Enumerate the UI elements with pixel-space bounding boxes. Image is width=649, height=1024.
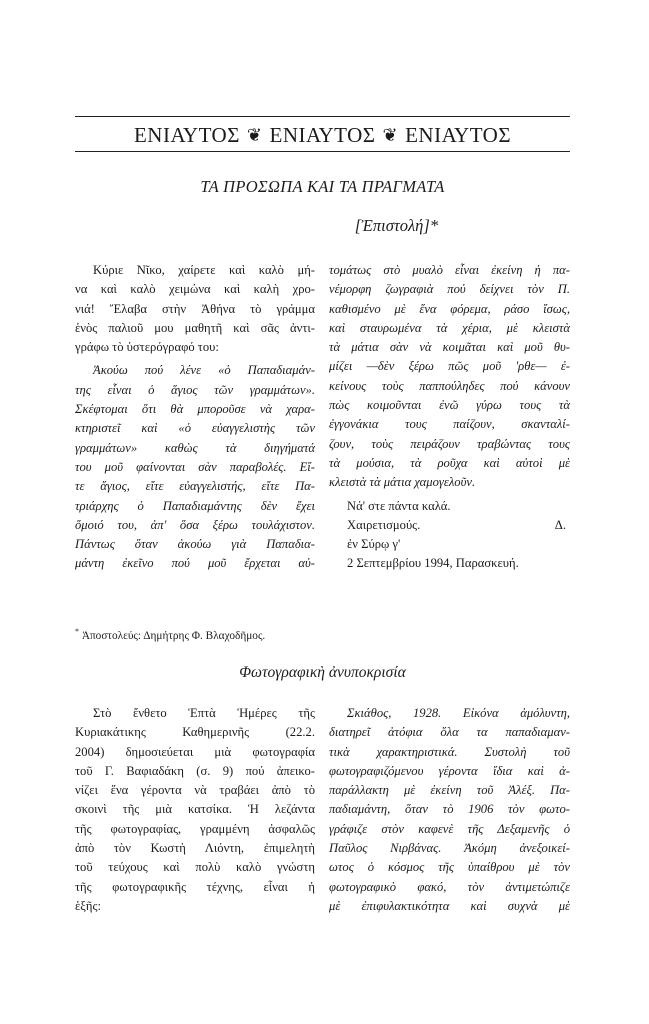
article-subtitle: [Ἐπιστολή]* [354, 216, 438, 235]
footnote [75, 627, 570, 642]
quote-line: καθισμένο μὲ ἕνα φόρεμα, ράσο ἴσως, [329, 301, 570, 316]
text-line: τῆς φωτογραφικῆς τέχνης, εἶναι ἡ [75, 879, 315, 894]
quote-line: της εἶναι ὁ ἅγιος τῶν γραμμάτων». [75, 382, 315, 397]
text-line: ἑνὸς παλιοῦ μου μαθητῆ καὶ σᾶς ἀντι- [75, 320, 315, 335]
caption-line: διατηρεῖ ἀτόφια ὅλα τα παπαδιαμαν- [329, 725, 570, 740]
quote-line: ἐγγονάκια τους παίζουν, σκανταλί- [329, 417, 570, 432]
section-title: Φωτογραφικὴ ἀνυποκρισία [239, 664, 406, 681]
quote-line: του μοῦ φαίνονται σὰν παραβολές. Εἴ- [75, 459, 315, 474]
quote-line: τὰ μούσια, τὰ ροῦχα καὶ αὐτοὶ μὲ [329, 455, 570, 470]
caption-line: γράφιζε στὸν καφενὲ τῆς Δεξαμενῆς ὁ [329, 821, 570, 836]
letter-closing: Νά' στε πάντα καλά. [347, 498, 451, 513]
quote-line: πὼς κοιμοῦνται ἐνῶ γύρω τους τὰ [329, 398, 570, 413]
quote-line: Πάντως ὅταν ἀκούω γιὰ Παπαδια- [75, 537, 315, 552]
letter-signature: Δ. [554, 517, 566, 532]
quote-line: κτηριστεῖ καὶ «ὁ εὐαγγελιστὴς τῶν [75, 421, 315, 436]
text-line: 2004) δημοσιεύεται μιὰ φωτογραφία [75, 744, 315, 759]
leaf-ornament-icon: ❦ [246, 124, 263, 145]
quote-line: Σκέφτομαι ὅτι θὰ μποροῦσε νὰ χαρα- [75, 402, 315, 417]
caption-line: φωτογραφιζόμενου γέροντα ἴδια καὶ ἀ- [329, 763, 570, 778]
footnote-marker: * [75, 627, 79, 636]
running-header [75, 120, 570, 150]
quote-line: κλειστὰ τὰ μάτια χαμογελοῦν. [329, 475, 476, 490]
text-line: ἑξῆς: [75, 898, 101, 913]
text-line: Κυριακάτικης Καθημερινῆς (22.2. [75, 725, 315, 740]
quote-line: τὰ μάτια σὰν νὰ κοιμᾶται καὶ μοῦ θυ- [329, 340, 570, 355]
text-line: να καὶ καλὸ χειμώνα καὶ καλὴ χρο- [75, 282, 315, 297]
caption-line: φωτογραφικὸ φακό, τὸν ἀντιμετώπιζε [329, 879, 570, 894]
caption-line: μὲ ἐπιφυλακτικότητα καὶ συχνὰ μὲ [329, 898, 570, 913]
quote-line: νέμορφη ζωγραφιὰ πού δείχνει τὸν Π. [329, 282, 570, 297]
section-right-column [329, 704, 570, 916]
header-word-3: ΕΝΙΑΥΤΟΣ [405, 122, 512, 147]
quote-line: κείνους τοὺς παππούληδες πού κάνουν [329, 378, 570, 393]
text-line: γράφω τὸ ὑστερόγραφό του: [75, 340, 219, 355]
letter-left-column [75, 261, 315, 574]
letter-right-column [329, 261, 570, 574]
text-line: Στὸ ἔνθετο Ἑπτὰ Ἡμέρες τῆς [93, 706, 315, 720]
quote-line: ὅμοιό του, ἀπ' ὅσα ξέρω τουλάχιστον. [75, 517, 315, 532]
letter-date: 2 Σεπτεμβρίου 1994, Παρασκευή. [347, 556, 519, 571]
caption-line: τικὰ χαρακτηριστικά. Συστολὴ τοῦ [329, 744, 570, 759]
quote-line: καὶ σταυρωμένα τὰ χέρια, μὲ κλειστὰ [329, 320, 570, 335]
caption-line: Παῦλος Νιρβάνας. Ἀκόμη ἀνεξοικεί- [329, 841, 570, 856]
header-word-2: ΕΝΙΑΥΤΟΣ [269, 122, 376, 147]
leaf-ornament-icon: ❦ [382, 124, 399, 145]
quote-line: τε ἅγιος, εἴτε εὐαγγελιστής, εἴτε Πα- [75, 479, 315, 494]
article-title: ΤΑ ΠΡΟΣΩΠΑ ΚΑΙ ΤΑ ΠΡΑΓΜΑΤΑ [200, 177, 445, 196]
header-word-1: ΕΝΙΑΥΤΟΣ [133, 122, 240, 147]
section-left-column [75, 704, 315, 916]
text-line: τοῦ Γ. Βαφιαδάκη (σ. 9) πού ἀπεικο- [75, 763, 315, 778]
caption-line: παδιαμάντη, ὅταν τὸ 1906 τὸν φωτο- [329, 802, 570, 817]
text-line: νίζει ἕνα γέροντα νὰ τραβάει ἀπὸ τὸ [75, 783, 315, 798]
quote-line: Ἀκούω πού λένε «ὁ Παπαδιαμάν- [93, 363, 315, 378]
quote-line: μάντη ἐκεῖνο πού μοῦ ἔρχεται αὐ- [75, 556, 315, 571]
text-line: τοῦ τεύχους καὶ πολὺ καλὸ γνώστη [75, 860, 315, 875]
letter-greeting: Χαιρετισμούς. [347, 517, 421, 532]
text-line: τῆς φωτογραφίας, γραμμένη ἀσφαλῶς [75, 821, 315, 836]
header-bottom-rule [75, 151, 570, 152]
quote-line: γραμμάτων» καθὼς τὰ διηγήματά [75, 440, 315, 455]
quote-line: τομάτως στὸ μυαλὸ εἶναι ἐκείνη ἡ πα- [329, 263, 570, 277]
caption-line: παράλλακτη μὲ ἐκείνη τοῦ Ἀλέξ. Πα- [329, 783, 570, 798]
quote-line: μίζει —δὲν ξέρω πῶς μοῦ 'ρθε— ἐ- [329, 359, 570, 374]
letter-place: ἐν Σύρῳ γ' [347, 537, 401, 552]
text-line: Κύριε Νῖκο, χαίρετε καὶ καλὸ μή- [93, 263, 315, 277]
quote-line: ζουν, τοὺς πειράζουν τραβώντας τους [329, 436, 570, 451]
footnote-text: Ἀποστολεύς: Δημήτρης Φ. Βλαχοδῆμος. [79, 629, 266, 642]
text-line: σκοινὶ τῆς μιὰ κατσίκα. Ἡ λεζάντα [75, 802, 315, 817]
header-top-rule [75, 116, 570, 117]
caption-line: ωτος ὁ κόσμος τῆς ὑπαίθρου μὲ τὸν [329, 860, 570, 875]
text-line: νιά! Ἔλαβα στὴν Ἀθήνα τὸ γράμμα [75, 301, 315, 316]
caption-line: Σκιάθος, 1928. Εἰκόνα ἀμόλυντη, [347, 706, 570, 720]
text-line: ἀπὸ τὸν Κωστὴ Λιόντη, ἐπιμελητὴ [75, 841, 315, 856]
quote-line: τριάρχης ὁ Παπαδιαμάντης δὲν ἔχει [75, 498, 315, 513]
